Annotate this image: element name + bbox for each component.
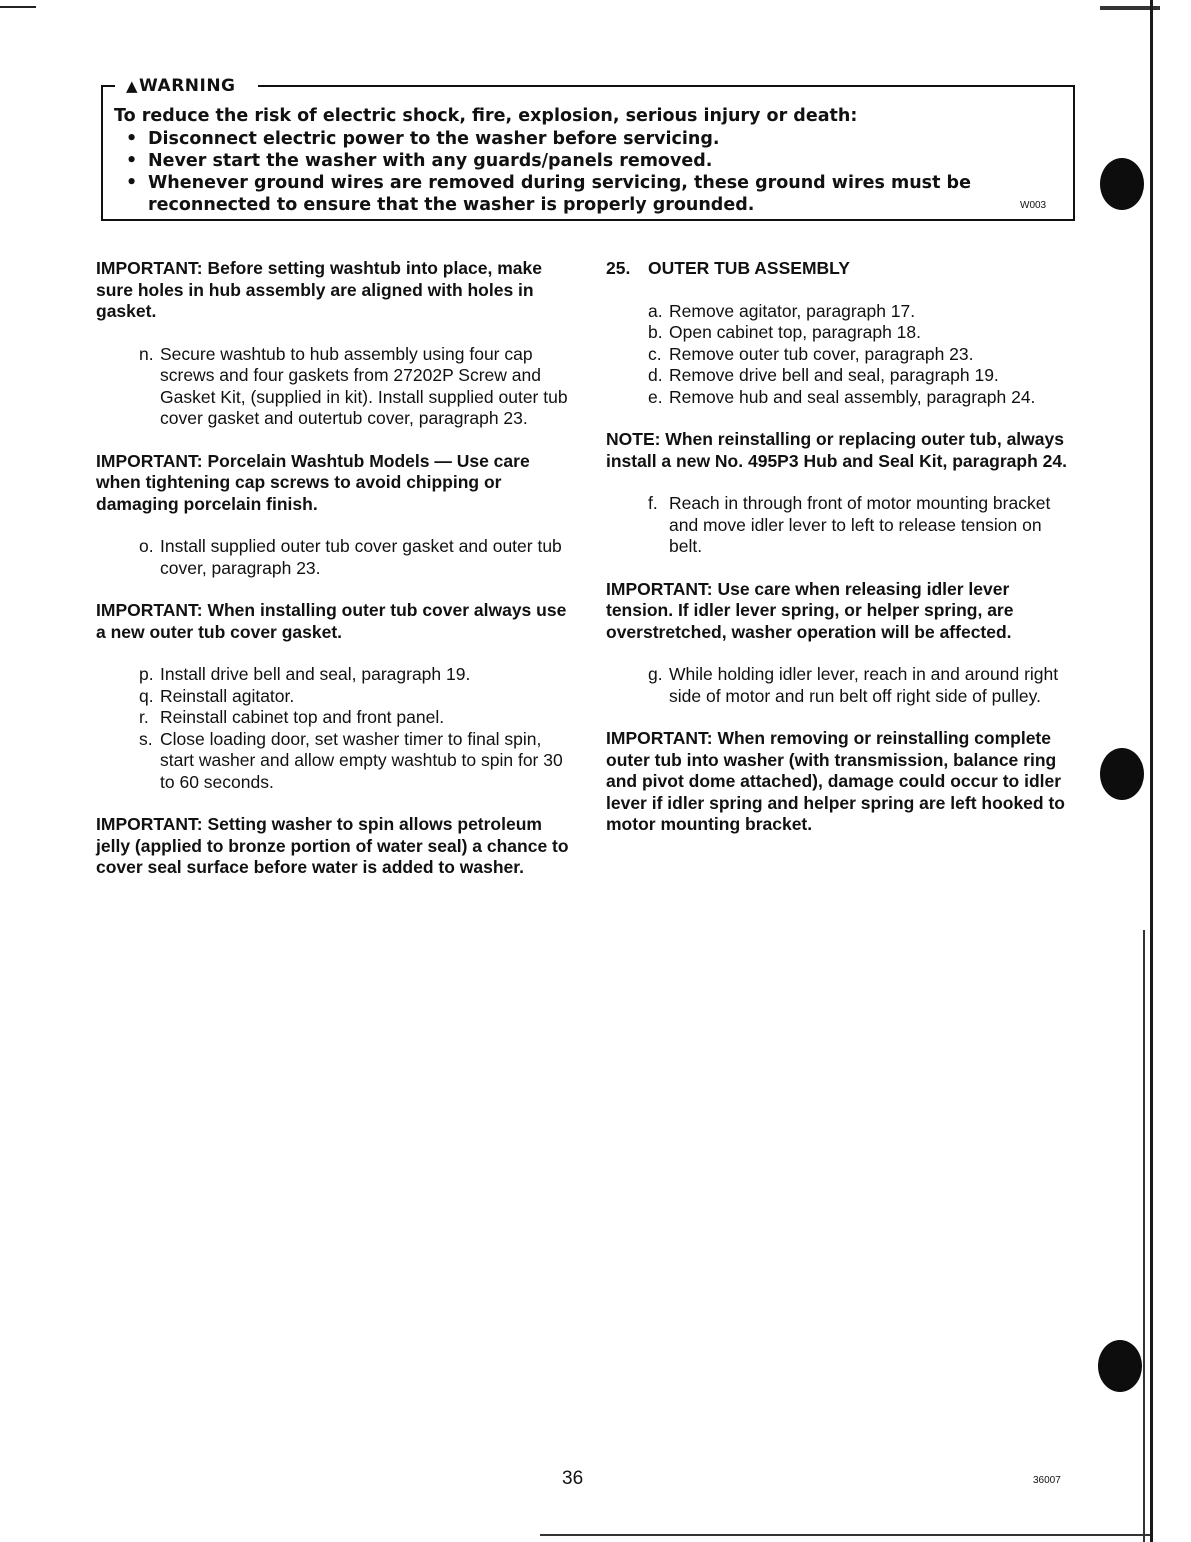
warning-box-top-rule [258, 85, 1073, 87]
warning-item: • Disconnect electric power to the washer before servicing. [114, 128, 1048, 150]
step-marker: d. [648, 365, 663, 385]
step-list [96, 344, 576, 430]
step-marker: s. [139, 728, 153, 749]
step-item [606, 387, 1076, 409]
warning-box-top-rule [101, 85, 115, 87]
step-list [96, 536, 576, 579]
step-text: Close loading door, set washer timer to final spin, start washer and allow empty washtub to spin for 30 to 60 seconds. [160, 728, 563, 792]
step-text: Remove drive bell and seal, paragraph 19. [669, 365, 999, 385]
warning-item: • Whenever ground wires are removed during servicing, these ground wires must be reconnected to ensure that the washer is properly grounded. [114, 172, 1048, 216]
step-item [606, 365, 1076, 387]
section-number: 25. [606, 258, 631, 278]
warning-title-text: WARNING [139, 76, 236, 96]
right-column [606, 258, 1076, 857]
step-item [606, 664, 1076, 707]
step-text: Install supplied outer tub cover gasket and outer tub cover, paragraph 23. [160, 536, 562, 578]
warning-list [114, 128, 1048, 216]
step-text: Reinstall agitator. [160, 685, 295, 706]
step-item [96, 536, 576, 579]
step-list [96, 664, 576, 793]
step-item [96, 344, 576, 430]
warning-lead: To reduce the risk of electric shock, fire, explosion, serious injury or death: [114, 106, 858, 126]
step-marker: e. [648, 386, 663, 407]
step-item [96, 664, 576, 686]
binder-hole [1098, 1340, 1142, 1392]
step-marker: q. [139, 685, 154, 706]
step-item [96, 686, 576, 708]
step-text: Install drive bell and seal, paragraph 19. [160, 664, 471, 684]
step-marker: o. [139, 536, 154, 556]
step-list [606, 664, 1076, 707]
step-item [606, 493, 1076, 558]
step-item [96, 729, 576, 794]
step-text: Remove hub and seal assembly, paragraph 24. [669, 386, 1036, 407]
step-list [606, 493, 1076, 558]
binder-hole [1100, 748, 1144, 800]
warning-code: W003 [1020, 200, 1047, 211]
scan-bottom-rule [540, 1534, 1150, 1536]
section-heading [606, 258, 1076, 280]
step-text: Remove agitator, paragraph 17. [669, 300, 916, 321]
step-text: Remove outer tub cover, paragraph 23. [669, 343, 974, 364]
important-note: IMPORTANT: When installing outer tub cover always use a new outer tub cover gasket. [96, 600, 567, 642]
step-marker: c. [648, 343, 662, 364]
left-column [96, 258, 576, 900]
step-text: Reinstall cabinet top and front panel. [160, 707, 445, 727]
section-title: OUTER TUB ASSEMBLY [648, 258, 850, 278]
step-text: Reach in through front of motor mounting bracket and move idler lever to left to release tension on belt. [669, 493, 1051, 556]
step-marker: n. [139, 343, 154, 364]
important-note: IMPORTANT: When removing or reinstalling complete outer tub into washer (with transmission, balance ring and pivot dome attached), damage could occur to idler lever if idler spring and helper spring are left hooked to motor mounting bracket. [606, 728, 1065, 834]
step-marker: g. [648, 664, 663, 684]
scan-edge-mark [0, 6, 36, 8]
important-note: IMPORTANT: Porcelain Washtub Models — Use care when tightening cap screws to avoid chipping or damaging porcelain finish. [96, 450, 530, 514]
step-item [606, 322, 1076, 344]
step-marker: r. [139, 707, 149, 727]
step-text: While holding idler lever, reach in and around right side of motor and run belt off right side of pulley. [669, 664, 1059, 706]
warning-title [122, 76, 240, 96]
scan-right-rule [1150, 0, 1153, 1542]
note: NOTE: When reinstalling or replacing outer tub, always install a new No. 495P3 Hub and Seal Kit, paragraph 24. [606, 429, 1067, 471]
step-item [96, 707, 576, 729]
important-note: IMPORTANT: Setting washer to spin allows petroleum jelly (applied to bronze portion of water seal) a chance to cover seal surface before water is added to washer. [96, 814, 569, 877]
step-marker: b. [648, 322, 663, 342]
step-text: Open cabinet top, paragraph 18. [669, 322, 921, 342]
warning-triangle-icon: ▲ [126, 77, 139, 95]
page-number: 36 [562, 1468, 584, 1489]
step-text: Secure washtub to hub assembly using four cap screws and four gaskets from 27202P Screw and Gasket Kit, (supplied in kit). Install supplied outer tub cover gasket and outertub cover, paragraph 23. [160, 343, 568, 428]
important-note: IMPORTANT: Use care when releasing idler lever tension. If idler lever spring, or helper spring, are overstretched, washer operation will be affected. [606, 578, 1014, 642]
binder-hole [1100, 158, 1144, 210]
step-marker: f. [648, 493, 658, 513]
step-item [606, 301, 1076, 323]
step-item [606, 344, 1076, 366]
important-note: IMPORTANT: Before setting washtub into place, make sure holes in hub assembly are aligned with holes in gasket. [96, 258, 542, 321]
scan-right-rule-inner [1143, 930, 1145, 1542]
step-list [606, 301, 1076, 409]
step-marker: a. [648, 300, 663, 321]
step-marker: p. [139, 664, 154, 684]
warning-item: • Never start the washer with any guards/panels removed. [114, 150, 1048, 172]
document-code: 36007 [1033, 1475, 1061, 1486]
